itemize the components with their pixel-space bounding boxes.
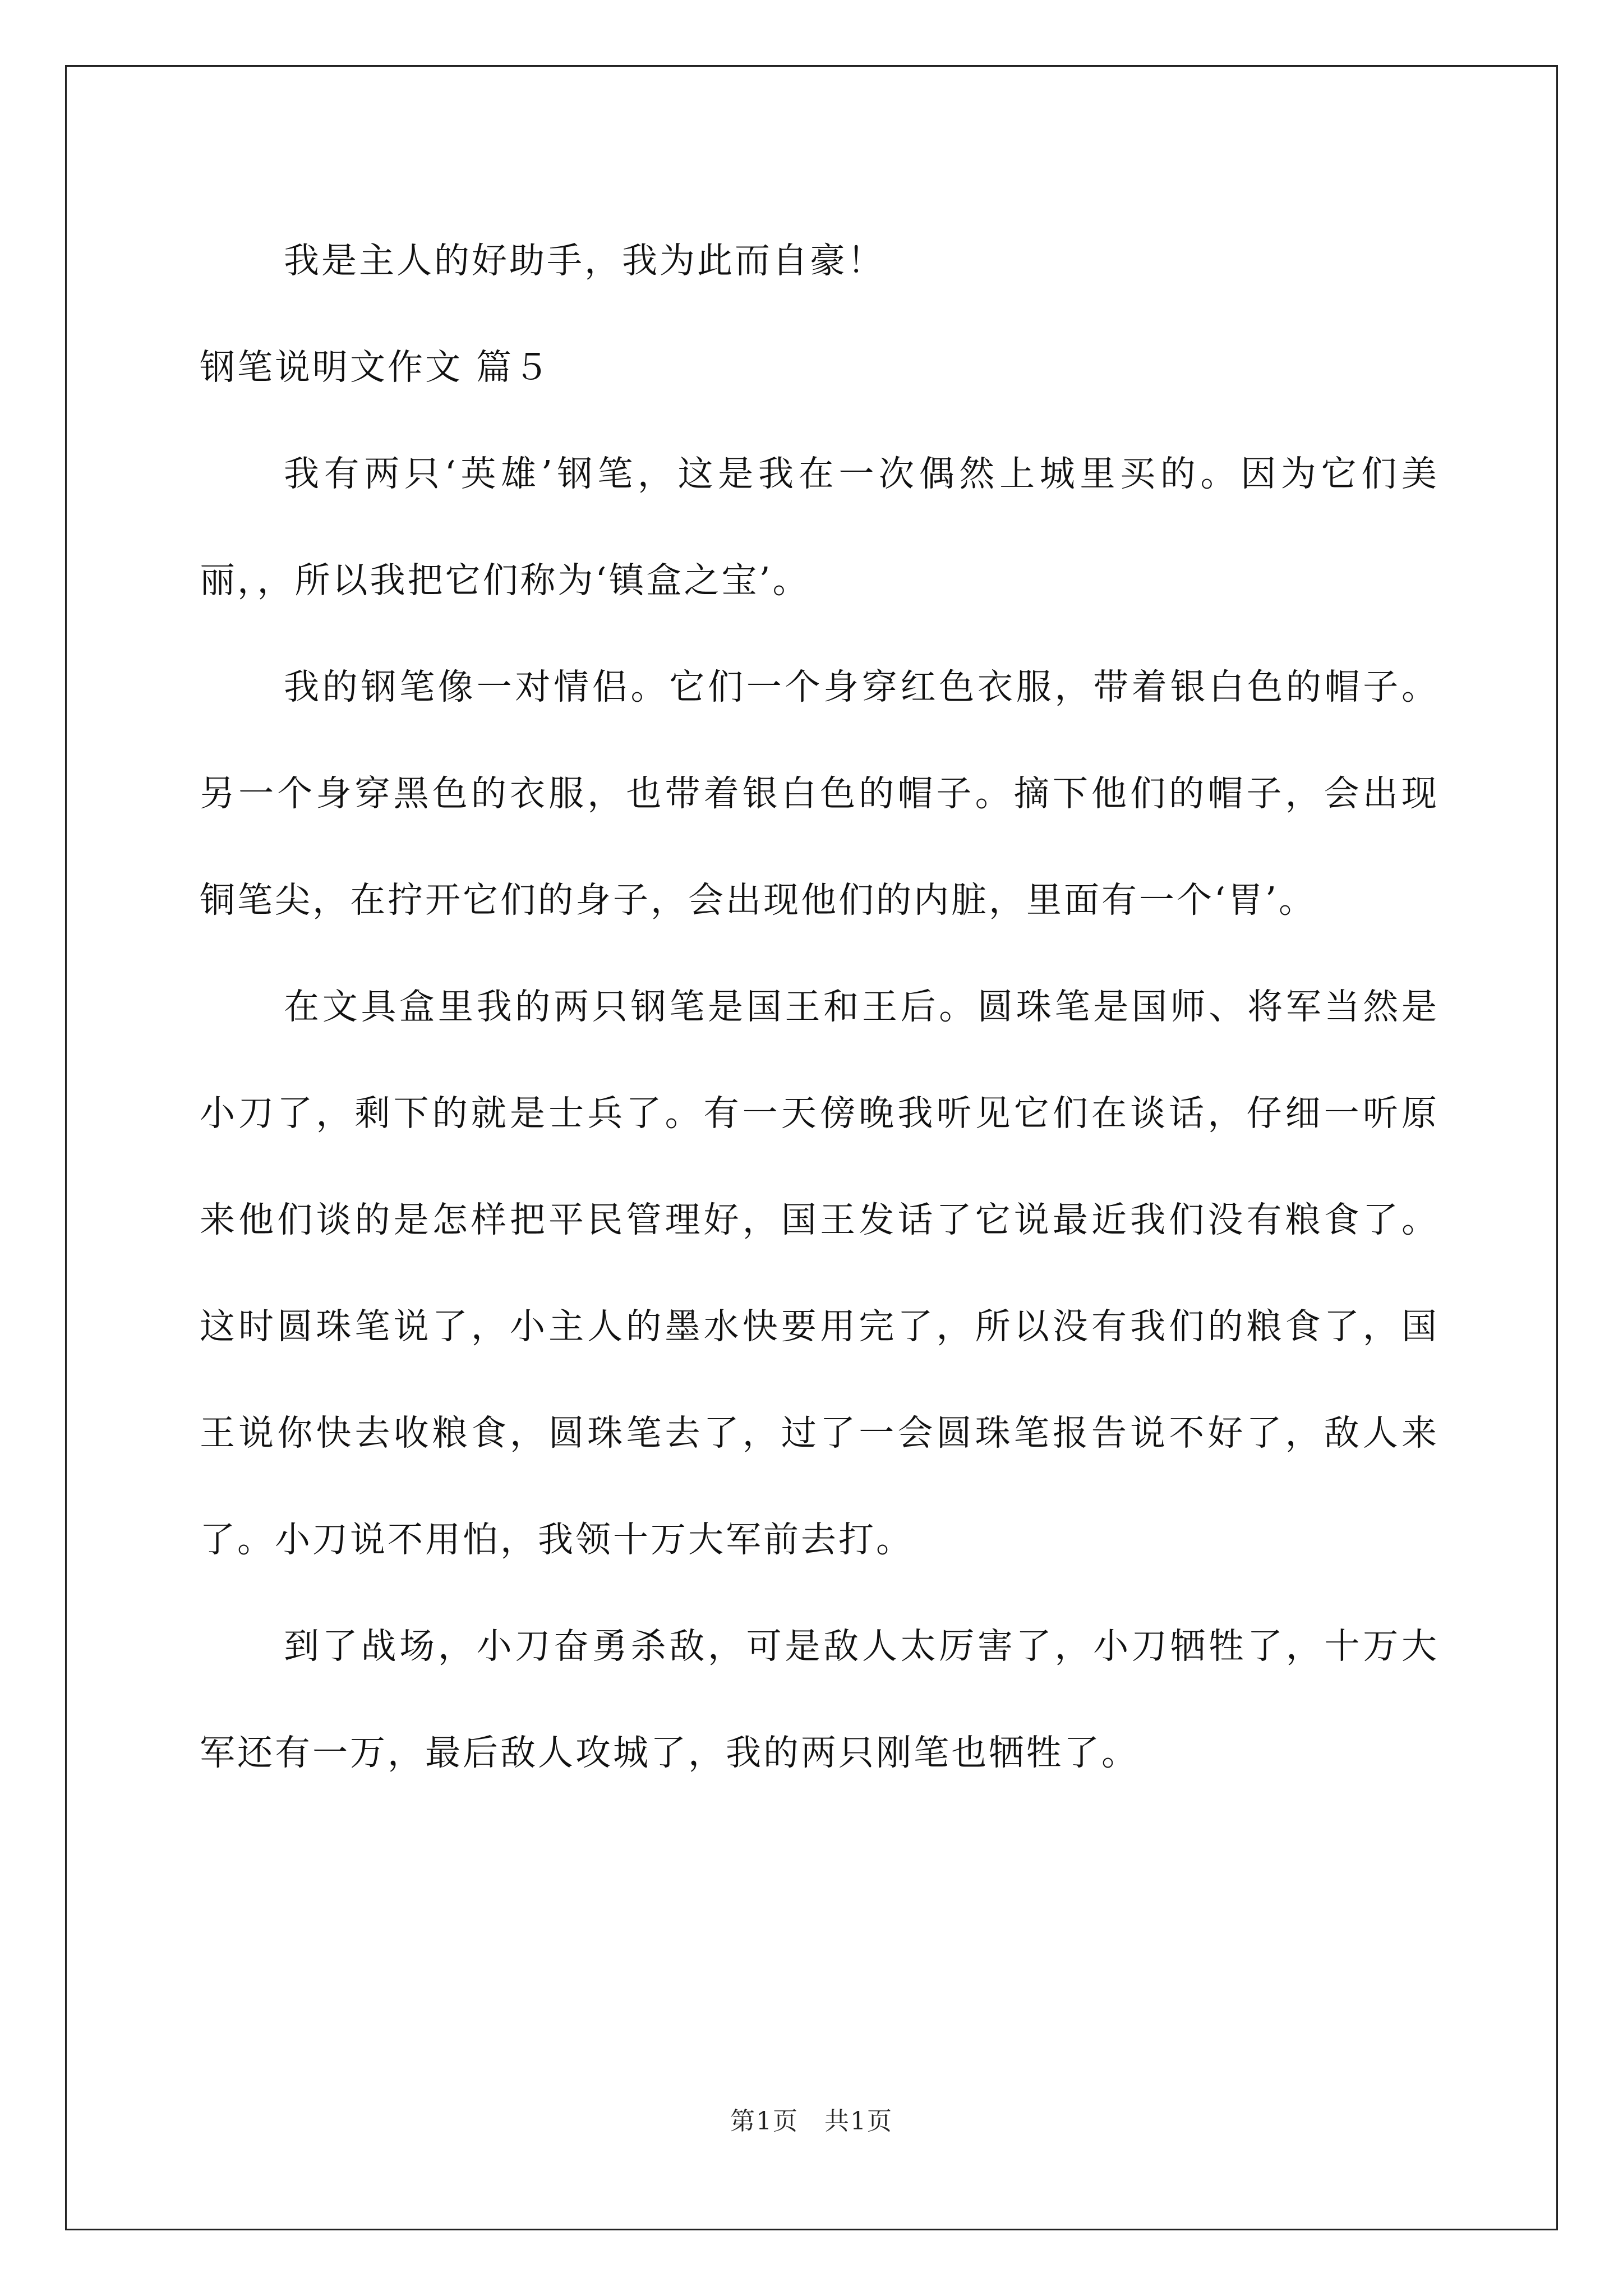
paragraph: 我有两只‘英雄’钢笔，这是我在一次偶然上城里买的。因为它们美丽，，所以我把它们称为‘镇盒之宝’。 xyxy=(200,453,1439,601)
section-heading: 钢笔说明文作文 篇５ xyxy=(200,347,552,388)
paragraph: 到了战场，小刀奋勇杀敌，可是敌人太厉害了，小刀牺牲了，十万大军还有一万，最后敌人攻城了，我的两只刚笔也牺牲了。 xyxy=(200,1626,1439,1773)
paragraph: 我的钢笔像一对情侣。它们一个身穿红色衣服，带着银白色的帽子。另一个身穿黑色的衣服，也带着银白色的帽子。摘下他们的帽子，会出现铜笔尖，在拧开它们的身子，会出现他们的内脏，里面有一个‘胃’。 xyxy=(200,666,1439,921)
paragraph: 在文具盒里我的两只钢笔是国王和王后。圆珠笔是国师、将军当然是小刀了，剩下的就是士兵了。有一天傍晚我听见它们在谈话，仔细一听原来他们谈的是怎样把平民管理好，国王发话了它说最近我们没有粮食了。这时圆珠笔说了，小主人的墨水快要用完了，所以没有我们的粮食了，国王说你快去收粮食，圆珠笔去了，过了一会圆珠笔报告说不好了，敌人来了。小刀说不用怕，我领十万大军前去打。 xyxy=(200,986,1439,1560)
paragraph: 我是主人的好助手，我为此而自豪！ xyxy=(284,240,885,281)
document-body xyxy=(200,208,1439,1806)
page-footer: 第1页 共1页 xyxy=(730,2107,893,2136)
